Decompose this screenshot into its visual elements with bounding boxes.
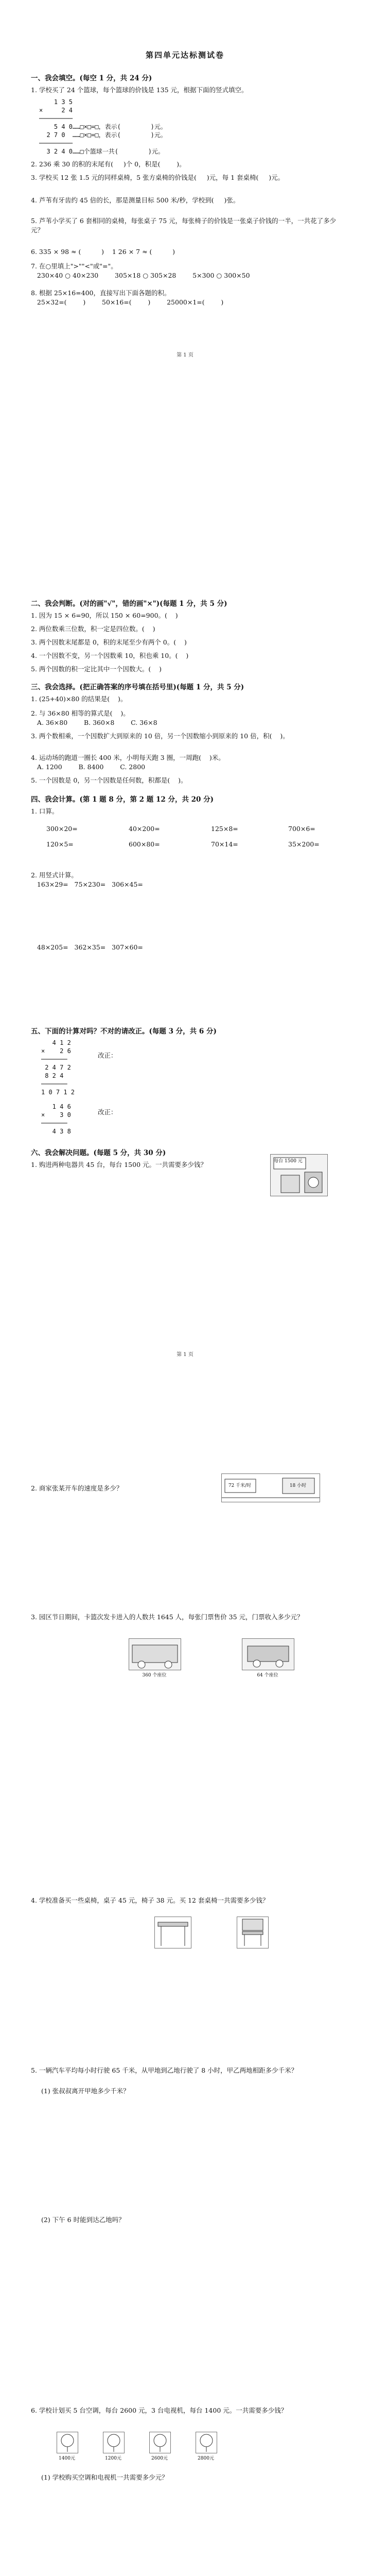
- chair-illustration: [237, 1917, 269, 1948]
- bus-small-illustration: [242, 1638, 294, 1670]
- appliance-price-sign: 每台 1500 元: [274, 1159, 303, 1164]
- problem-5: 5. 一辆汽车平均每小时行驶 65 千米，从甲地到乙地行驶了 8 小时，甲乙两地相距多少千米？: [31, 2066, 298, 2074]
- correction-1-fix: 改正：: [98, 1052, 117, 1059]
- choice-1: 1. (25+40)×80 的结果是( )。: [31, 695, 127, 703]
- fan-icon: [149, 2432, 171, 2453]
- time-sign: 18 小时: [289, 1483, 307, 1488]
- question-4: 4. 芦苇有牙齿约 45 倍的长，那是测量目标 500 米/秒，学校到( )张。: [31, 196, 240, 204]
- desk-illustration: [154, 1917, 191, 1948]
- page-number: 第 1 页: [177, 1352, 193, 1358]
- judge-4: 4. 一个因数不变，另一个因数乘 10，积也乘 10。( ): [31, 652, 189, 659]
- judge-3: 3. 两个因数末尾都是 0，积的末尾至少有两个 0。( ): [31, 638, 187, 646]
- problem-3: 3. 园区节日期间，卡篮次发卡进入的人数共 1645 人，每张门票售价 35 元，门票收入多少元？: [31, 1613, 304, 1621]
- question-3: 3. 学校买 12 张 1.5 元的同样桌椅，5 张方桌椅的价钱是( )元，每 1 套桌椅( )元。: [31, 174, 285, 181]
- problem-4: 4. 学校准备买一些桌椅，桌子 45 元，椅子 38 元。买 12 套桌椅一共需要多少钱？: [31, 1896, 269, 1904]
- large-bus-label: 360 个座位: [142, 1673, 167, 1678]
- section-fill-in: 一、我会填空。(每空 1 分，共 24 分): [31, 74, 152, 82]
- choice-5: 5. 一个因数是 0，另一个因数是任何数，积都是( )。: [31, 776, 187, 784]
- question-6: 6. 335 × 98 ≈ ( ) 1 26 × 7 ≈ ( ): [31, 248, 175, 256]
- oral-item: 40×200=: [129, 825, 160, 833]
- problem-6: 6. 学校计划买 5 台空调，每台 2600 元，3 台电视机，每台 1400 元。一共需要多少钱？: [31, 2406, 288, 2414]
- choice-4: 4. 运动场的跑道一圈长 400 米，小明每天跑 3 圈，一周跑( )米。 A. 1200 B. 8400 C. 2800: [31, 754, 225, 771]
- oral-item: 125×8=: [211, 825, 238, 833]
- page-number: 第 1 页: [177, 352, 193, 358]
- fan-icon: [103, 2432, 125, 2453]
- question-7: 7. 在○里填上">""<"或"="。 230×40 ○ 40×230 305×18 ○ 305×28 5×300 ○ 300×50: [31, 262, 250, 279]
- correction-1: 4 1 2 × 2 6 ─────── 2 4 7 2 8 2 4 ─────── 1 0 7 1 2: [41, 1039, 75, 1096]
- judge-2: 2. 两位数乘三位数，积一定是四位数。( ): [31, 625, 155, 633]
- problem-6-part-1: (1) 学校购买空调和电视机一共需要多少元？: [41, 2473, 168, 2481]
- section-correction: 五、下面的计算对吗？不对的请改正。(每题 3 分，共 6 分): [31, 1027, 217, 1036]
- oral-item: 35×200=: [288, 840, 320, 848]
- question-2: 2. 236 乘 30 的积的末尾有( )个 0，积是( )。: [31, 160, 186, 168]
- oral-item: 300×20=: [46, 825, 78, 833]
- price-label: 2800元: [198, 2456, 214, 2461]
- judge-1: 1. 因为 15 × 6=90，所以 150 × 60=900。( ): [31, 612, 178, 619]
- oral-item: 70×14=: [211, 840, 238, 848]
- question-5: 5. 芦苇小学买了 6 套相同的桌椅，每张桌子 75 元，每张椅子的价钱是一张桌子价钱的一半，一共花了多少元？: [31, 217, 337, 234]
- price-label: 1400元: [59, 2456, 75, 2461]
- section-true-false: 二、我会判断。(对的画"√"，错的画"×")(每题 1 分，共 5 分): [31, 600, 227, 608]
- problem-2: 2. 商家张某开车的速度是多少？: [31, 1484, 123, 1492]
- section-multiple-choice: 三、我会选择。(把正确答案的序号填在括号里)(每题 1 分，共 5 分): [31, 683, 244, 691]
- choice-2: 2. 与 36×80 相等的算式是( )。 A. 36×80 B. 360×8 C. 36×8: [31, 709, 157, 726]
- calc-vertical-title: 2. 用竖式计算。 163×29= 75×230= 306×45=: [31, 871, 143, 888]
- oral-item: 700×6=: [288, 825, 315, 833]
- correction-2: 1 4 6 × 3 0 ─────── 4 3 8: [41, 1103, 71, 1135]
- calc-vertical-row-2: 48×205= 362×35= 307×60=: [31, 943, 143, 951]
- vertical-calculation-1: 1 3 5 × 2 4 ───────── 5 4 0……□×□=□，表示( )元。 2 7 0 ……□×□=□，表示( )元。 ───────── 3 2 4 0……□个篮球一共( )元。: [39, 98, 167, 155]
- oral-item: 600×80=: [129, 840, 160, 848]
- oral-item: 120×5=: [46, 840, 74, 848]
- small-bus-label: 64 个座位: [257, 1673, 278, 1678]
- problem-1: 1. 购进两种电器共 45 台，每台 1500 元。一共需要多少钱？: [31, 1161, 207, 1168]
- correction-2-fix: 改正：: [98, 1108, 117, 1116]
- page-title: 第四单元达标测试卷: [145, 50, 224, 60]
- choice-3: 3. 两个数相乘，一个因数扩大到原来的 10 倍，另一个因数缩小到原来的 10 倍，积( )。: [31, 732, 289, 740]
- question-1: 1. 学校买了 24 个篮球，每个篮球的价钱是 135 元，根据下面的竖式填空。: [31, 86, 248, 94]
- problem-5-part-2: (2) 下午 6 时能到达乙地吗？: [41, 2216, 125, 2224]
- calc-oral-title: 1. 口算。: [31, 807, 59, 815]
- bus-large-illustration: [129, 1638, 181, 1670]
- price-label: 1200元: [105, 2456, 121, 2461]
- problem-5-part-1: (1) 张叔叔离开甲地多少千米？: [41, 2087, 130, 2095]
- question-8: 8. 根据 25×16=400，直接写出下面各题的积。 25×32=( ) 50×16=( ) 25000×1=( ): [31, 289, 224, 306]
- judge-5: 5. 两个因数的积一定比其中一个因数大。( ): [31, 665, 162, 673]
- price-label: 2600元: [151, 2456, 168, 2461]
- section-word-problems: 六、我会解决问题。(每题 5 分，共 30 分): [31, 1149, 166, 1157]
- section-calculation: 四、我会计算。(第 1 题 8 分，第 2 题 12 分，共 20 分): [31, 795, 214, 804]
- fan-icon: [57, 2432, 78, 2453]
- fan-icon: [196, 2432, 217, 2453]
- speed-sign: 72 千米/时: [228, 1483, 252, 1488]
